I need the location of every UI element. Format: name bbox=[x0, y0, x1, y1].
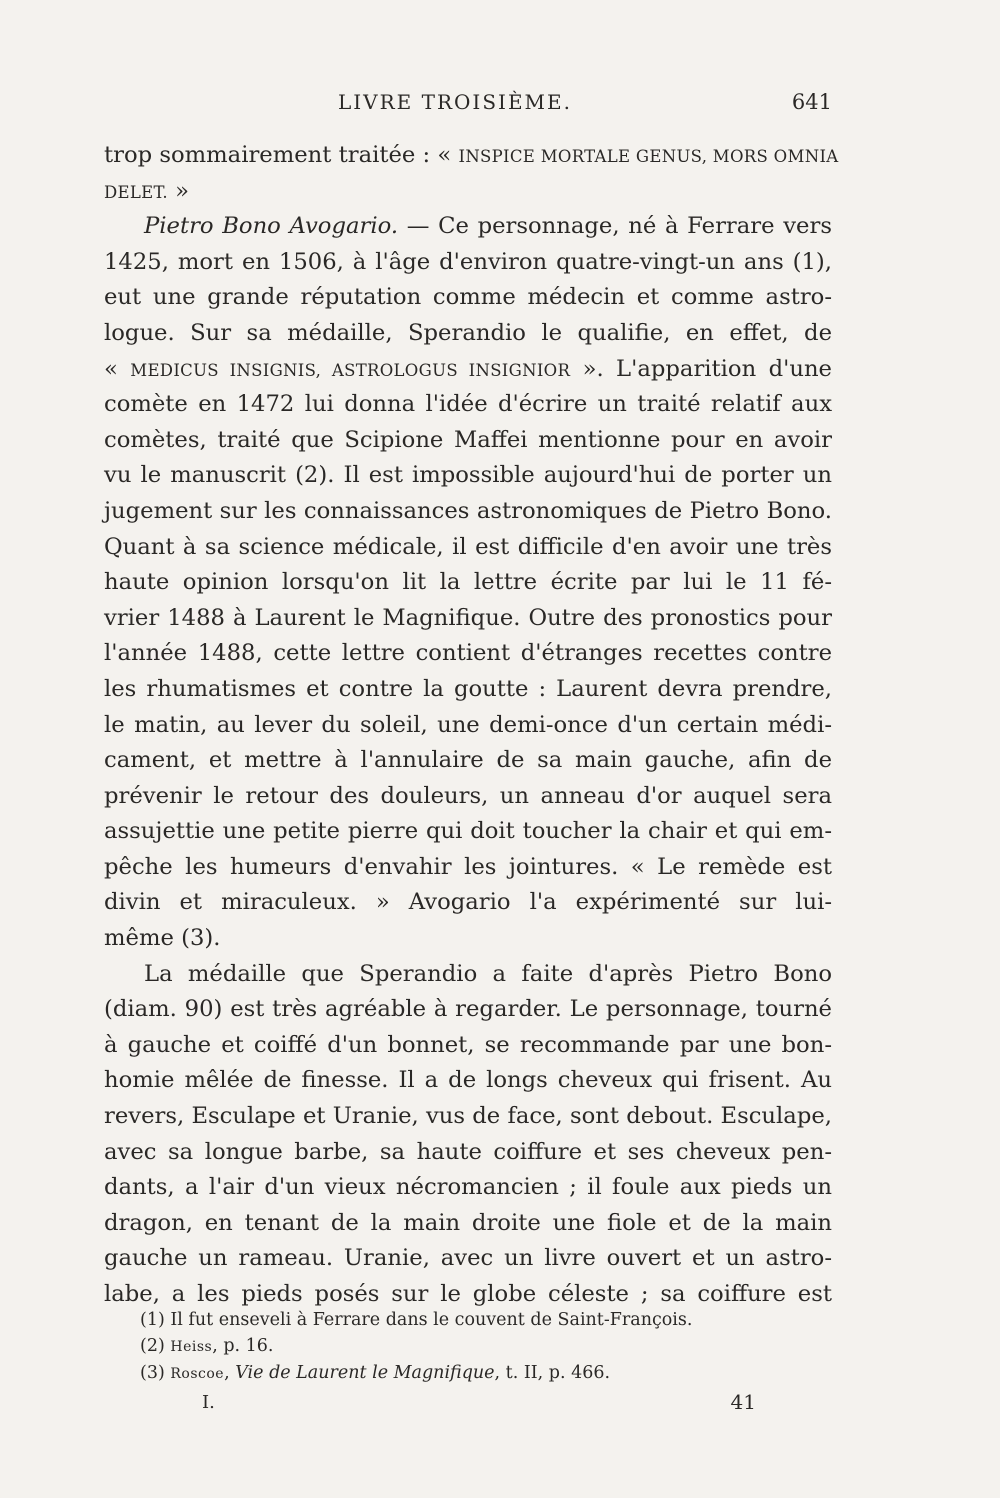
text-run: ». L'apparition d'une bbox=[570, 355, 832, 382]
text-line bbox=[104, 352, 832, 388]
text-line: jugement sur les connaissances astronomiques de Pietro Bono. bbox=[104, 497, 832, 524]
page-footer bbox=[104, 1390, 756, 1420]
text-line: (diam. 90) est très agréable à regarder. Le personnage, tourné bbox=[104, 996, 832, 1023]
text-line: vu le manuscrit (2). Il est impossible aujourd'hui de porter un bbox=[104, 462, 832, 489]
text-line: pêche les humeurs d'envahir les jointures. « Le remède est bbox=[104, 853, 832, 880]
text-line: dants, a l'air d'un vieux nécromancien ; il foule aux pieds un bbox=[104, 1174, 832, 1201]
footnote-author: Roscoe bbox=[170, 1366, 225, 1382]
footnote-sep: , bbox=[224, 1363, 236, 1383]
footnote-3 bbox=[140, 1360, 840, 1387]
text-run: trop sommairement traitée : « bbox=[104, 142, 459, 168]
footnote-title: Vie de Laurent le Magnifique bbox=[235, 1363, 495, 1383]
running-title: LIVRE TROISIÈME. bbox=[338, 90, 572, 114]
footnote-ref: , t. II, p. 466. bbox=[494, 1363, 611, 1383]
text-line: homie mêlée de finesse. Il a de longs cheveux qui frisent. Au bbox=[104, 1067, 832, 1094]
text-line: comète en 1472 lui donna l'idée d'écrire un traité relatif aux bbox=[104, 391, 832, 418]
text-line: prévenir le retour des douleurs, un anneau d'or auquel sera bbox=[104, 782, 832, 809]
text-line bbox=[104, 174, 832, 210]
text-line: 1425, mort en 1506, à l'âge d'environ quatre-vingt-un ans (1), bbox=[104, 248, 832, 275]
sheet-number: 41 bbox=[730, 1390, 756, 1414]
page-number: 641 bbox=[791, 90, 832, 114]
text-line: revers, Esculape et Uranie, vus de face, sont debout. Esculape, bbox=[104, 1103, 832, 1130]
text-run: » bbox=[167, 177, 189, 204]
text-line: dragon, en tenant de la main droite une fiole et de la main bbox=[104, 1209, 832, 1236]
text-line: les rhumatismes et contre la goutte : Laurent devra prendre, bbox=[104, 675, 832, 702]
text-line: comètes, traité que Scipione Maffei mentionne pour en avoir bbox=[104, 426, 832, 453]
footnotes bbox=[140, 1307, 840, 1387]
text-line: même (3). bbox=[104, 925, 221, 952]
text-line: eut une grande réputation comme médecin et comme astro- bbox=[104, 284, 832, 311]
text-line bbox=[104, 138, 839, 174]
text-line: Quant à sa science médicale, il est difficile d'en avoir une très bbox=[104, 533, 832, 560]
footnote-2 bbox=[140, 1333, 840, 1360]
text-line: labe, a les pieds posés sur le globe céleste ; sa coiffure est bbox=[104, 1281, 832, 1307]
text-line: vrier 1488 à Laurent le Magnifique. Outre des pronostics pour bbox=[104, 604, 832, 631]
text-run: — Ce personnage, né à Ferrare vers bbox=[398, 213, 832, 240]
text-line: La médaille que Sperandio a faite d'après Pietro Bono bbox=[144, 960, 832, 987]
footnote-author: Heiss bbox=[170, 1339, 213, 1355]
text-line: le matin, au lever du soleil, une demi-once d'un certain médi- bbox=[104, 711, 832, 738]
footnote-1: (1) Il fut enseveli à Ferrare dans le couvent de Saint-François. bbox=[140, 1310, 693, 1330]
text-line: divin et miraculeux. » Avogario l'a expérimenté sur lui- bbox=[104, 889, 832, 916]
footnote-ref: , p. 16. bbox=[212, 1336, 274, 1356]
text-line: cament, et mettre à l'annulaire de sa main gauche, afin de bbox=[104, 747, 832, 774]
small-caps-quote: DELET. bbox=[104, 182, 168, 202]
main-text bbox=[104, 138, 839, 1313]
text-line: haute opinion lorsqu'on lit la lettre écrite par lui le 11 fé- bbox=[104, 569, 832, 596]
text-line bbox=[104, 209, 832, 245]
text-run: « bbox=[104, 355, 131, 382]
footnote-marker: (3) bbox=[140, 1363, 171, 1383]
small-caps-quote: INSPICE MORTALE GENUS, MORS OMNIA bbox=[458, 147, 839, 166]
text-line: logue. Sur sa médaille, Sperandio le qualifie, en effet, de bbox=[104, 319, 832, 346]
running-header bbox=[104, 88, 832, 118]
text-line: avec sa longue barbe, sa haute coiffure et ses cheveux pen- bbox=[104, 1138, 832, 1165]
section-heading-italic: Pietro Bono Avogario. bbox=[144, 213, 399, 240]
small-caps-quote: MEDICUS INSIGNIS, ASTROLOGUS INSIGNIOR bbox=[130, 360, 571, 380]
text-line: assujettie une petite pierre qui doit toucher la chair et qui em- bbox=[104, 818, 832, 845]
footnote-marker: (2) bbox=[140, 1336, 171, 1356]
volume-signature: I. bbox=[202, 1392, 215, 1413]
text-line: gauche un rameau. Uranie, avec un livre ouvert et un astro- bbox=[104, 1245, 832, 1272]
text-line: l'année 1488, cette lettre contient d'étranges recettes contre bbox=[104, 640, 832, 667]
text-line: à gauche et coiffé d'un bonnet, se recommande par une bon- bbox=[104, 1031, 832, 1058]
